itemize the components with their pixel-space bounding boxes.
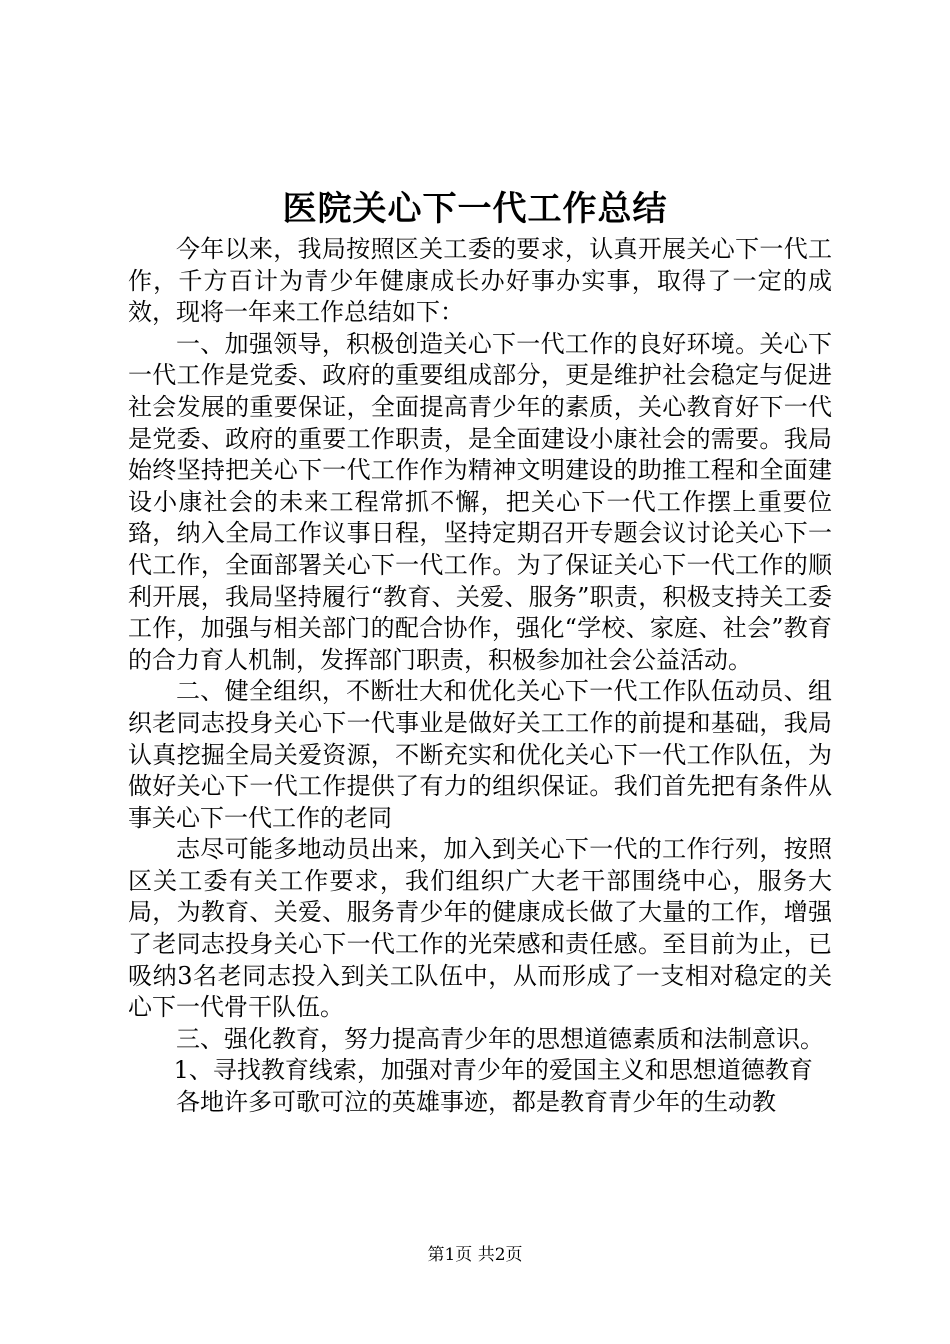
paragraph-section-3: 三、强化教育，努力提高青少年的思想道德素质和法制意识。 xyxy=(176,1024,824,1053)
paragraph-section-2: 二、健全组织，不断壮大和优化关心下一代工作队伍动员、组织老同志投身关心下一代事业是做好关工工作的前提和基础，我局认真挖掘全局关爱资源，不断充实和优化关心下一代工作队伍，为做好关心下一代工作提供了有力的组织保证。我们首先把有条件从事关心下一代工作的老同 xyxy=(128,677,832,832)
paragraph-last: 各地许多可歌可泣的英雄事迹，都是教育青少年的生动教 xyxy=(176,1088,776,1117)
list-item-1: 1、寻找教育线索，加强对青少年的爱国主义和思想道德教育 xyxy=(173,1056,813,1085)
document-body xyxy=(128,234,832,1119)
paragraph-intro: 今年以来，我局按照区关工委的要求，认真开展关心下一代工作，千方百计为青少年健康成长办好事办实事，取得了一定的成效，现将一年来工作总结如下： xyxy=(128,235,832,327)
document-title: 医院关心下一代工作总结 xyxy=(282,189,668,229)
paragraph-section-2-continued: 志尽可能多地动员出来，加入到关心下一代的工作行列，按照区关工委有关工作要求，我们组织广大老干部围绕中心，服务大局，为教育、关爱、服务青少年的健康成长做了大量的工作，增强了老同志投身关心下一代工作的光荣感和责任感。至目前为止，已吸纳3名老同志投入到关工队伍中，从而形成了一支相对稳定的关心下一代骨干队伍。 xyxy=(128,835,832,1022)
paragraph-section-1: 一、加强领导，积极创造关心下一代工作的良好环境。关心下一代工作是党委、政府的重要组成部分，更是维护社会稳定与促进社会发展的重要保证，全面提高青少年的素质，关心教育好下一代是党委、政府的重要工作职责，是全面建设小康社会的需要。我局始终坚持把关心下一代工作作为精神文明建设的助推工程和全面建设小康社会的未来工程常抓不懈，把关心下一代工作摆上重要位臵，纳入全局工作议事日程，坚持定期召开专题会议讨论关心下一代工作，全面部署关心下一代工作。为了保证关心下一代工作的顺利开展，我局坚持履行“教育、关爱、服务”职责，积极支持关工委工作，加强与相关部门的配合协作，强化“学校、家庭、社会”教育的合力育人机制，发挥部门职责，积极参加社会公益活动。 xyxy=(128,329,832,674)
page-number: 第1页 共2页 xyxy=(427,1245,523,1265)
